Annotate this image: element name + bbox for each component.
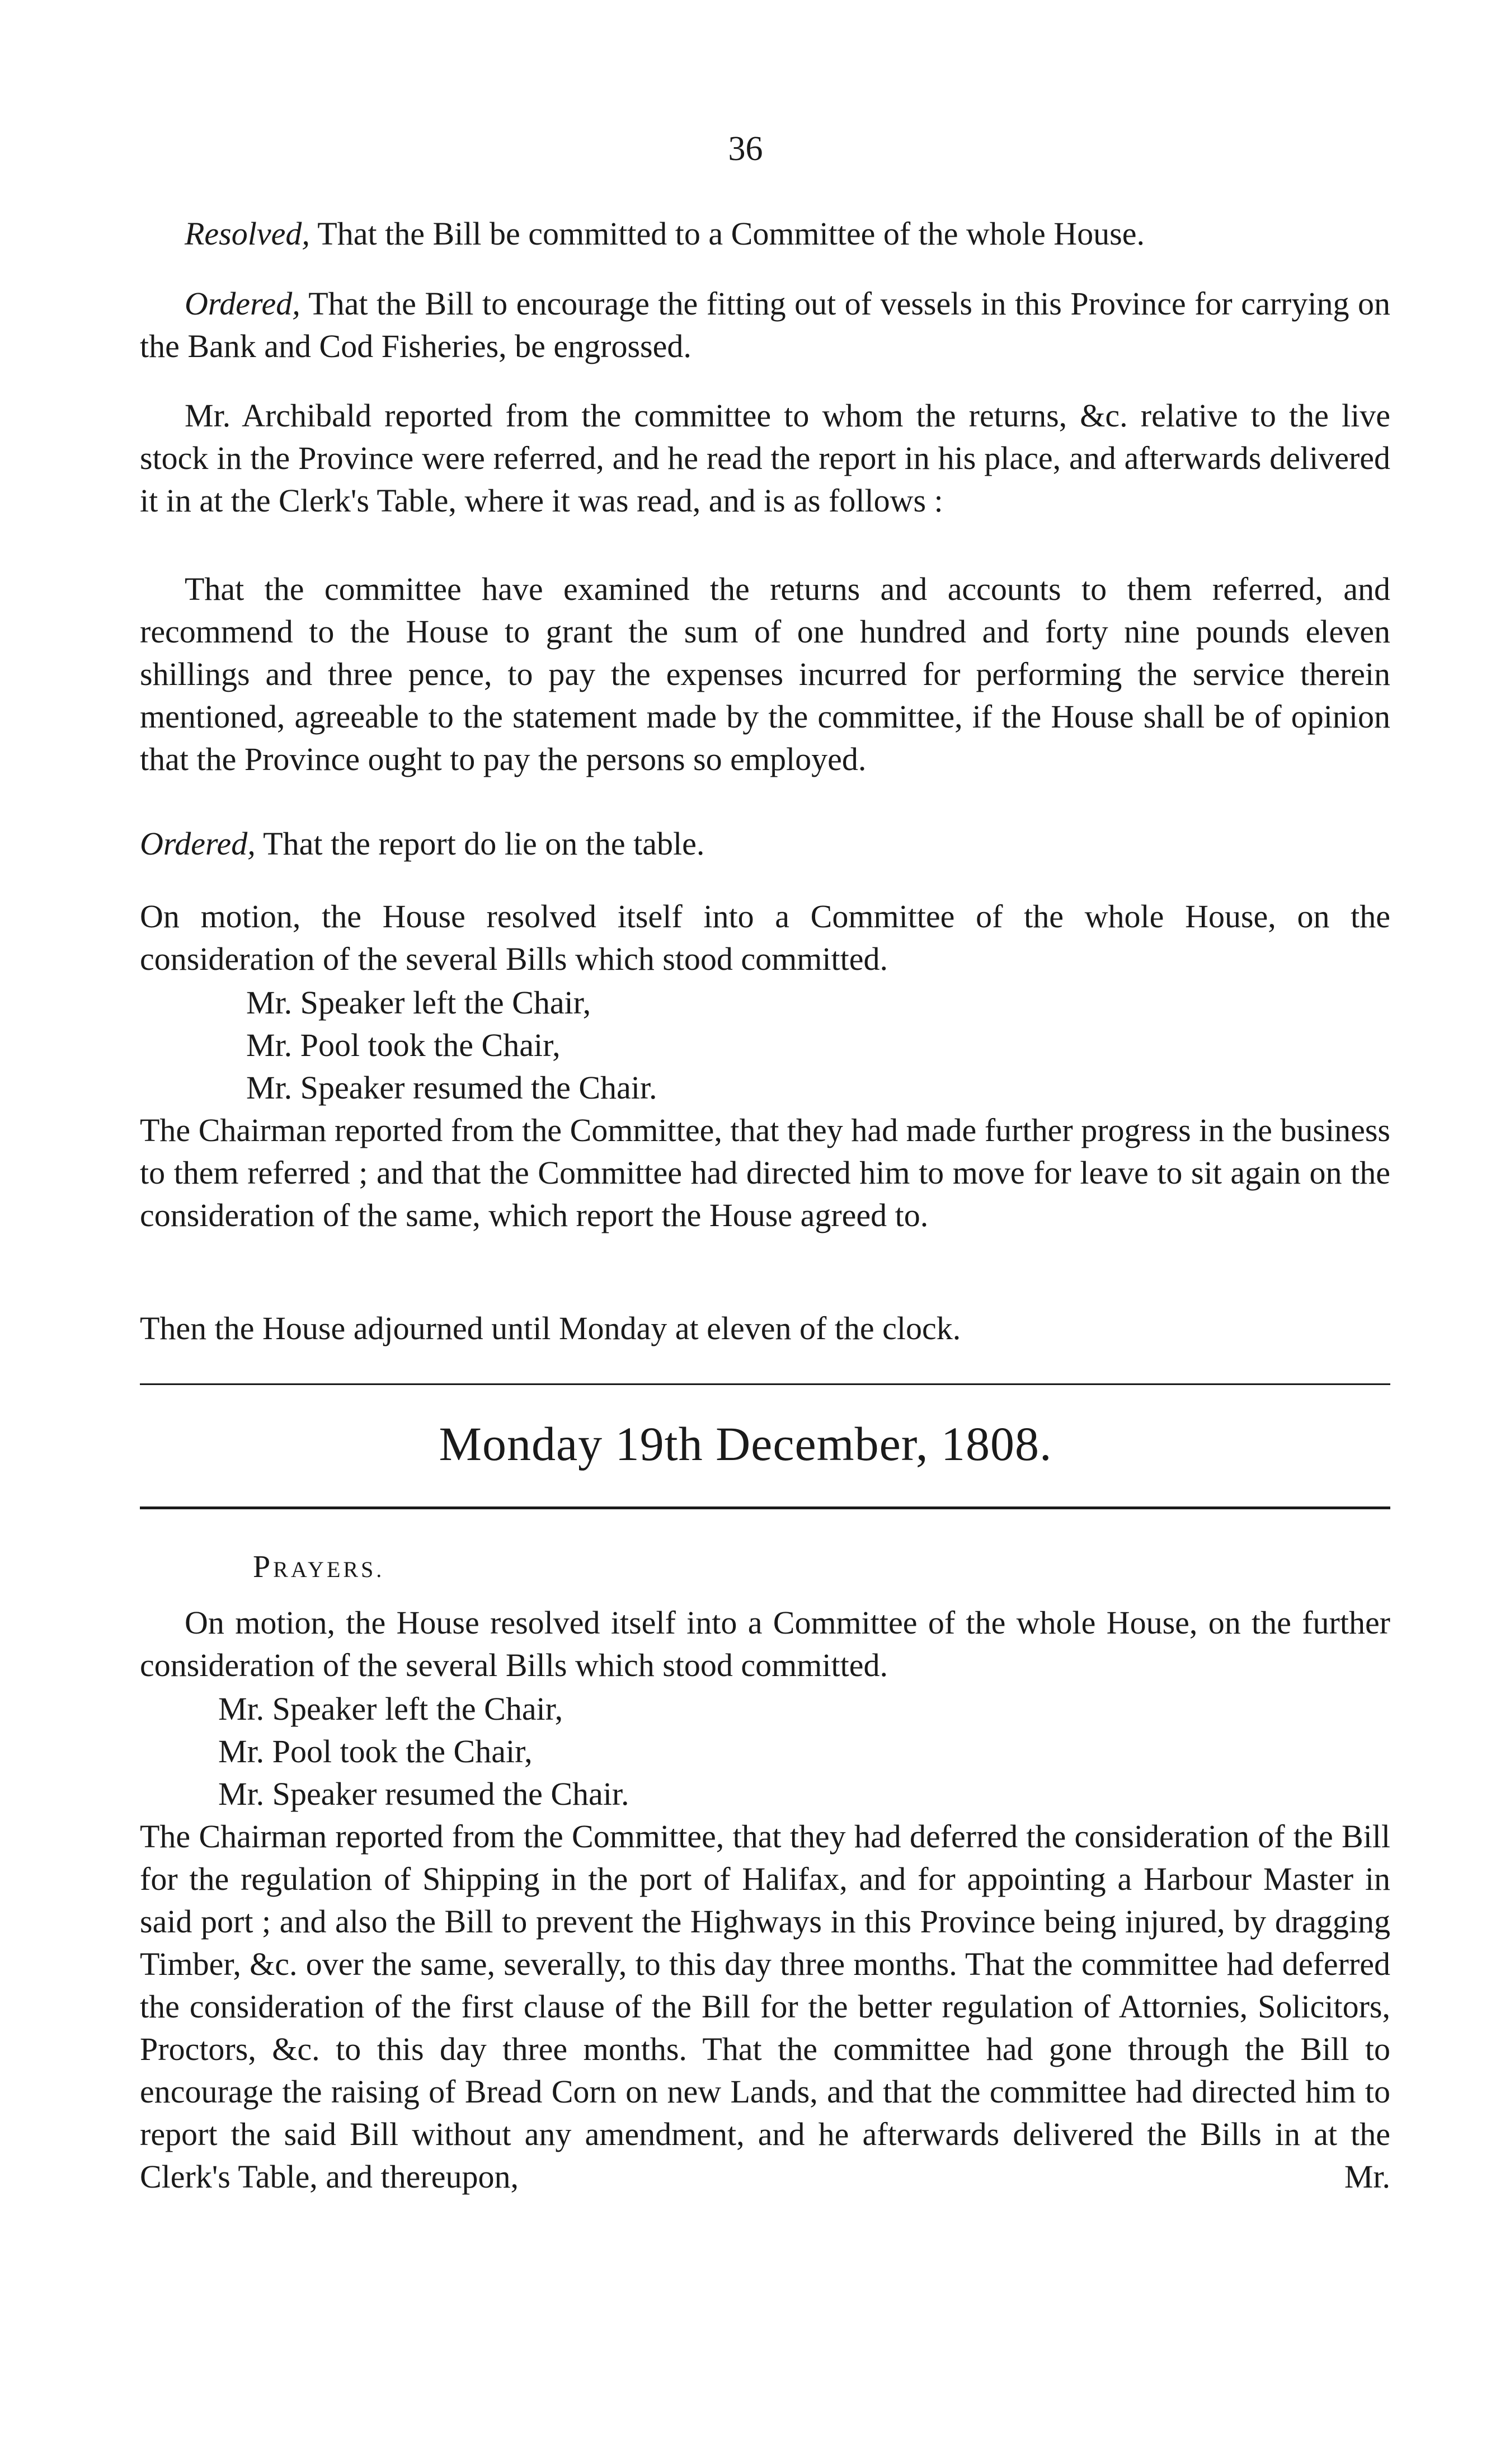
chair-line-2: Mr. Pool took the Chair, xyxy=(246,1027,561,1063)
chair-line-3: Mr. Speaker resumed the Chair. xyxy=(246,1069,657,1106)
resolved-label: Resolved, xyxy=(185,215,310,252)
bottom-divider-rule xyxy=(140,1506,1390,1509)
ordered-engrossed-paragraph xyxy=(140,283,1390,368)
chairman-report-paragraph-2 xyxy=(140,1815,1390,2198)
motion-paragraph xyxy=(140,895,1390,980)
prayers-heading: PRAYERS. xyxy=(253,1550,385,1584)
ordered-report-text: That the report do lie on the table. xyxy=(263,825,705,862)
catchword: Mr. xyxy=(1344,2158,1390,2195)
motion-paragraph-2 xyxy=(140,1602,1390,1687)
chair-line-2-3: Mr. Speaker resumed the Chair. xyxy=(218,1776,629,1812)
resolved-text: That the Bill be committed to a Committee of the whole House. xyxy=(317,215,1145,252)
ordered-label-2: Ordered, xyxy=(140,825,256,862)
chairman-report-text: The Chairman reported from the Committee, that they had made further progress in the business to them referred ; and that the Committee had directed him to move for leave to sit again on the consideration of the same, which report the House agreed to. xyxy=(140,1112,1390,1233)
committee-findings-paragraph xyxy=(140,568,1390,781)
page-number: 36 xyxy=(728,130,763,168)
date-heading: Monday 19th December, 1808. xyxy=(439,1417,1052,1471)
motion-text-2: On motion, the House resolved itself into a Committee of the whole House, on the further consideration of the several Bills which stood committed. xyxy=(140,1604,1390,1683)
archibald-report-paragraph xyxy=(140,395,1390,522)
archibald-report-text: Mr. Archibald reported from the committee to whom the returns, &c. relative to the live stock in the Province were referred, and he read the report in his place, and afterwards delivered it in at the Clerk's Table, where it was read, and is as follows : xyxy=(140,397,1390,519)
ordered-label: Ordered, xyxy=(185,285,300,322)
adjourned-paragraph xyxy=(140,1307,1390,1350)
chair-lines-2 xyxy=(140,1688,1390,1815)
chair-lines xyxy=(140,982,1390,1109)
chair-line-2-2: Mr. Pool took the Chair, xyxy=(218,1733,533,1770)
resolved-paragraph xyxy=(140,213,1390,255)
chair-line-2-1: Mr. Speaker left the Chair, xyxy=(218,1691,563,1727)
chairman-report-text-2: The Chairman reported from the Committee, that they had deferred the consideration of the Bill for the regulation of Shipping in the port of Halifax, and for appointing a Harbour Master in said port ; and also the Bill to prevent the Highways in this Province being injured, by dragging Timber, &c. over the same, severally, to this day three months. That the committee had deferred the consideration of the first clause of the Bill for the better regulation of Attornies, Solicitors, Proctors, &c. to this day three months. That the committee had gone through the Bill to encourage the raising of Bread Corn on new Lands, and that the committee had directed him to report the said Bill without any amendment, and he afterwards delivered the Bills in at the Clerk's Table, and thereupon, xyxy=(140,1818,1390,2195)
committee-findings-text: That the committee have examined the returns and accounts to them referred, and recommend to the House to grant the sum of one hundred and forty nine pounds eleven shillings and three pence, to pay the expenses incurred for performing the service therein mentioned, agreeable to the statement made by the committee, if the House shall be of opinion that the Province ought to pay the persons so employed. xyxy=(140,571,1390,777)
chairman-report-paragraph xyxy=(140,1109,1390,1237)
adjourned-text: Then the House adjourned until Monday at eleven of the clock. xyxy=(140,1310,961,1346)
top-divider-rule xyxy=(140,1383,1390,1385)
ordered-report-paragraph xyxy=(140,823,1390,865)
chair-line-1: Mr. Speaker left the Chair, xyxy=(246,984,591,1021)
ordered-engrossed-text: That the Bill to encourage the fitting out of vessels in this Province for carrying on the Bank and Cod Fisheries, be engrossed. xyxy=(140,285,1391,364)
motion-text: On motion, the House resolved itself into a Committee of the whole House, on the consideration of the several Bills which stood committed. xyxy=(140,898,1390,977)
